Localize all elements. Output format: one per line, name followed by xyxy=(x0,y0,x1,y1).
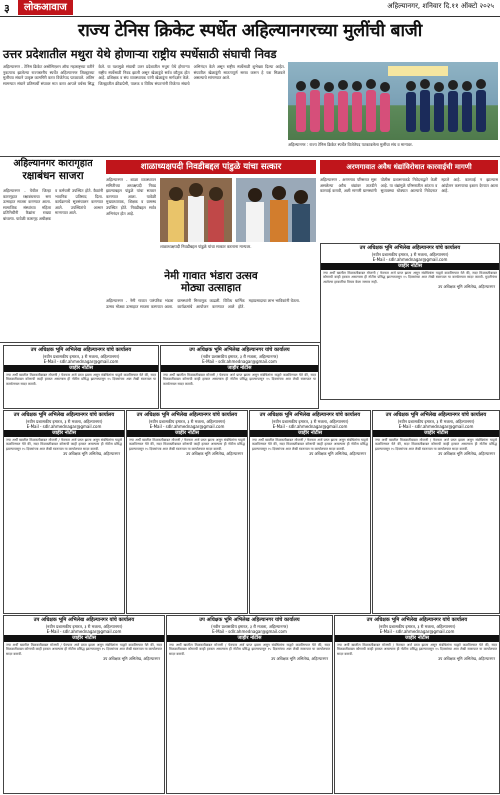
public-notice: उप अधिक्षक भूमि अभिलेख अहिल्यानगर यांचे कार्यालय (नवीन प्रशासकीय इमारत, ३ री मजला, अहिल्यानगर) E-Mail - sdlr.ahmednagar@gmail.com जाहीर नोटीस ज्या अर्थी खालील मिळकतीबाबत मोजणी / फेरफार अर्ज प्राप्त झाला असून संबंधितांना याद्वारे कळविण्यात येते की, सदर मिळकतीबाबत कोणाची काही हरकत असल्यास ही नोटीस प्रसिद्ध झाल्यापासून १५ दिवसांच्या आत लेखी स्वरूपात या कार्यालयात सादर करावी. उप अधिक्षक भूमि अभिलेख, अहिल्यानगर xyxy=(372,410,500,614)
public-notice: उप अधिक्षक भूमि अभिलेख अहिल्यानगर यांचे कार्यालय (नवीन प्रशासकीय इमारत, ३ री मजला, अहिल्यानगर) E-Mail - sdlr.ahmednagar@gmail.com जाहीर नोटीस ज्या अर्थी खालील मिळकतीबाबत मोजणी / फेरफार अर्ज प्राप्त झाला असून संबंधितांना याद्वारे कळविण्यात येते की, सदर मिळकतीबाबत कोणाची काही हरकत असल्यास ही नोटीस प्रसिद्ध झाल्यापासून १५ दिवसांच्या आत लेखी स्वरूपात या कार्यालयात सादर करावी. उप अधिक्षक भूमि अभिलेख, अहिल्यानगर xyxy=(3,615,165,794)
divider xyxy=(0,156,500,157)
shala-photo xyxy=(160,178,232,242)
page-number: ३ xyxy=(4,2,10,15)
dateline: अहिल्यानगर, शनिवार दि.११ ऑक्टो २०२५ xyxy=(387,2,494,10)
shala-photo-2 xyxy=(236,178,316,242)
arogya-body: अहिल्यानगर - अरणगाव परिसरात सुरू असलेल्या अवैध धंद्यांवर तातडीने कारवाई करावी, अशी मागणी ग्रामस्थांनी पोलीस प्रशासनाकडे निवेदनाद्वारे केली आहे. या धंद्यांमुळे परिसरातील शांतता व सुव्यवस्था धोक्यात आल्याचे निवेदनात म्हटले आहे. कारवाई न झाल्यास आंदोलन करण्याचा इशारा देण्यात आला आहे. xyxy=(320,177,498,194)
shala-body: अहिल्यानगर - शाळा व्यवस्थापन समितीच्या अध्यक्षपदी निवड झाल्याबद्दल पांडुळे यांचा सत्कार करण्यात आला. यावेळी मुख्याध्यापक, शिक्षक व ग्रामस्थ उपस्थित होते. निवडीबद्दल सर्वत्र अभिनंदन होत आहे. xyxy=(106,177,156,216)
public-notice: उप अधिक्षक भूमि अभिलेख अहिल्यानगर यांचे कार्यालय (नवीन प्रशासकीय इमारत, ३ री मजला, अहिल्यानगर) E-Mail - sdlr.ahmednagar@gmail.com जाहीर नोटीस ज्या अर्थी खालील मिळकतीबाबत मोजणी / फेरफार अर्ज प्राप्त झाला असून संबंधितांना याद्वारे कळविण्यात येते की, सदर मिळकतीबाबत कोणाची काही हरकत असल्यास ही नोटीस प्रसिद्ध झाल्यापासून १५ दिवसांच्या आत लेखी स्वरूपात या कार्यालयात सादर करावी. xyxy=(160,345,319,409)
lead-subhead: उत्तर प्रदेशातील मथुरा येथे होणाऱ्या राष्ट्रीय स्पर्धेसाठी संघाची निवड xyxy=(3,47,277,61)
karagruh-body: अहिल्यानगर - येथील जिल्हा कारागृहात रक्षाबंधनाचा सण उत्साहात साजरा करण्यात आला. सामाजिक संस्थांच्या महिला प्रतिनिधींनी कैद्यांना राख्या बांधल्या. यावेळी कारागृह अधीक्षक व कर्मचारी उपस्थित होते. कैद्यांनी भावनिक प्रतिसाद दिला. कार्यक्रमाचे सूत्रसंचालन करण्यात आले. उपस्थितांचे आभार मानण्यात आले. xyxy=(3,188,103,221)
public-notice: उप अधिक्षक भूमि अभिलेख अहिल्यानगर यांचे कार्यालय (नवीन प्रशासकीय इमारत, ३ री मजला, अहिल्यानगर) E-Mail - sdlr.ahmednagar@gmail.com जाहीर नोटीस ज्या अर्थी खालील मिळकतीबाबत मोजणी / फेरफार अर्ज प्राप्त झाला असून संबंधितांना याद्वारे कळविण्यात येते की, सदर मिळकतीबाबत कोणाची काही हरकत असल्यास ही नोटीस प्रसिद्ध झाल्यापासून १५ दिवसांच्या आत लेखी स्वरूपात या कार्यालयात सादर करावी. उप अधिक्षक भूमि अभिलेख, अहिल्यानगर xyxy=(166,615,333,794)
shala-caption: शाळाध्यक्षपदी निवडीबद्दल पांडुळे यांचा सत्कार करताना मान्यवर. xyxy=(160,244,252,249)
arogya-title: अरणगावात अवैध धंद्यांविरोधात कारवाईची मागणी xyxy=(320,160,498,174)
nemi-body: अहिल्यानगर - नेमी गावात पारंपरिक भंडारा उत्सव मोठ्या उत्साहात साजरा करण्यात आला. ग्रामस्थांनी मिरवणूक काढली. विविध धार्मिक कार्यक्रमांचे आयोजन करण्यात आले होते. महाप्रसादाचा लाभ भाविकांनी घेतला. xyxy=(106,298,301,309)
public-notice: उप अधिक्षक भूमि अभिलेख अहिल्यानगर यांचे कार्यालय (नवीन प्रशासकीय इमारत, ३ री मजला, अहिल्यानगर) E-Mail - sdlr.ahmednagar@gmail.com जाहीर नोटीस ज्या अर्थी खालील मिळकतीबाबत मोजणी / फेरफार अर्ज प्राप्त झाला असून संबंधितांना याद्वारे कळविण्यात येते की, सदर मिळकतीबाबत कोणाची काही हरकत असल्यास ही नोटीस प्रसिद्ध झाल्यापासून १५ दिवसांच्या आत लेखी स्वरूपात या कार्यालयात सादर करावी. उप अधिक्षक भूमि अभिलेख, अहिल्यानगर xyxy=(334,615,500,794)
public-notice: उप अधिक्षक भूमि अभिलेख अहिल्यानगर यांचे कार्यालय (नवीन प्रशासकीय इमारत, ३ री मजला, अहिल्यानगर) E-Mail - sdlr.ahmednagar@gmail.com जाहीर नोटीस ज्या अर्थी खालील मिळकतीबाबत मोजणी / फेरफार अर्ज प्राप्त झाला असून संबंधितांना याद्वारे कळविण्यात येते की, सदर मिळकतीबाबत कोणाची काही हरकत असल्यास ही नोटीस प्रसिद्ध झाल्यापासून १५ दिवसांच्या आत लेखी स्वरूपात या कार्यालयात सादर करावी. उप अधिक्षक भूमि अभिलेख, अहिल्यानगर xyxy=(249,410,371,614)
nemi-title: नेमी गावात भंडारा उत्सव मोठ्या उत्साहात xyxy=(164,270,258,295)
team-photo-caption: अहिल्यानगर : राज्य टेनिस क्रिकेट स्पर्धेत विजेतेपद पटकावलेला मुलींचा संघ व मान्यवर. xyxy=(288,142,413,147)
public-notice: उप अधिक्षक भूमि अभिलेख अहिल्यानगर यांचे कार्यालय (नवीन प्रशासकीय इमारत, ३ री मजला, अहिल्यानगर) E-Mail - sdlr.ahmednagar@gmail.com जाहीर नोटीस ज्या अर्थी खालील मिळकतीबाबत मोजणी / फेरफार अर्ज प्राप्त झाला असून संबंधितांना याद्वारे कळविण्यात येते की, सदर मिळकतीबाबत कोणाची काही हरकत असल्यास ही नोटीस प्रसिद्ध झाल्यापासून १५ दिवसांच्या आत लेखी स्वरूपात या कार्यालयात सादर करावी. xyxy=(3,345,159,409)
karagruh-title: अहिल्यानगर कारागृहात रक्षाबंधन साजरा xyxy=(13,158,93,182)
shala-title: शाळाध्यक्षपदी निवडीबद्दल पांडुळे यांचा सत्कार xyxy=(106,160,316,174)
public-notice: उप अधिक्षक भूमि अभिलेख अहिल्यानगर यांचे कार्यालय (नवीन प्रशासकीय इमारत, ३ री मजला, अहिल्यानगर) E-Mail - sdlr.ahmednagar@gmail.com जाहीर नोटीस ज्या अर्थी खालील मिळकतीबाबत मोजणी / फेरफार अर्ज प्राप्त झाला असून संबंधितांना याद्वारे कळविण्यात येते की, सदर मिळकतीबाबत कोणाची काही हरकत असल्यास ही नोटीस प्रसिद्ध झाल्यापासून १५ दिवसांच्या आत लेखी स्वरूपात या कार्यालयात सादर करावी. उप अधिक्षक भूमि अभिलेख, अहिल्यानगर xyxy=(126,410,248,614)
public-notice: उप अधिक्षक भूमि अभिलेख अहिल्यानगर यांचे कार्यालय (नवीन प्रशासकीय इमारत, ३ री मजला, अहिल्यानगर) E-Mail - sdlr.ahmednagar@gmail.com जाहीर नोटीस ज्या अर्थी खालील मिळकतीबाबत मोजणी / फेरफार अर्ज प्राप्त झाला असून संबंधितांना याद्वारे कळविण्यात येते की, सदर मिळकतीबाबत कोणाची काही हरकत असल्यास ही नोटीस प्रसिद्ध झाल्यापासून १५ दिवसांच्या आत लेखी स्वरूपात या कार्यालयात सादर करावी. उप अधिक्षक भूमि अभिलेख, अहिल्यानगर xyxy=(3,410,125,614)
public-notice: उप अधिक्षक भूमि अभिलेख अहिल्यानगर यांचे कार्यालय (नवीन प्रशासकीय इमारत, ३ री मजला, अहिल्यानगर) E-Mail - sdlr.ahmednagar@gmail.com जाहीर नोटीस ज्या अर्थी खालील मिळकतीबाबत मोजणी / फेरफार अर्ज प्राप्त झाला असून संबंधितांना याद्वारे कळविण्यात येते की, सदर मिळकतीबाबत कोणाची काही हरकत असल्यास ही नोटीस प्रसिद्ध झाल्यापासून १५ दिवसांच्या आत लेखी स्वरूपात या कार्यालयात सादर करावी. मुदतीनंतर आलेल्या हरकतींचा विचार केला जाणार नाही. उप अधिक्षक भूमि अभिलेख, अहिल्यानगर xyxy=(320,243,500,400)
shala-photo-figures xyxy=(160,178,232,242)
lead-body: अहिल्यानगर - टेनिस क्रिकेट असोसिएशन ऑफ महाराष्ट्रच्या वतीने नुकत्याच झालेल्या राज्यस्तरीय स्पर्धेत अहिल्यानगर जिल्ह्याच्या मुलींच्या संघाने उत्कृष्ट कामगिरी करत विजेतेपद पटकावले. अंतिम सामन्यात संघाने प्रतिस्पर्धी संघावर मात करत आपले वर्चस्व सिद्ध केले. या यशामुळे संघाची उत्तर प्रदेशातील मथुरा येथे होणाऱ्या राष्ट्रीय स्पर्धेसाठी निवड झाली असून खेळाडूंचे सर्वत्र कौतुक होत आहे. प्रशिक्षक व संघ व्यवस्थापक यांनी खेळाडूंना मार्गदर्शन केले. जिल्ह्यातील क्रीडाप्रेमी, पालक व विविध संघटनांनी विजेत्या संघाचे अभिनंदन केले असून राष्ट्रीय स्पर्धेसाठी शुभेच्छा दिल्या आहेत. संघातील खेळाडूंनी सातत्यपूर्ण सराव करून हे यश मिळवले असल्याचे सांगण्यात आले. xyxy=(3,64,285,86)
lead-headline: राज्य टेनिस क्रिकेट स्पर्धेत अहिल्यानगरच्या मुलींची बाजी xyxy=(78,21,422,41)
team-photo-figures xyxy=(288,62,498,140)
newspaper-logo: लोकआवाज xyxy=(18,0,73,15)
shala-photo-2-figures xyxy=(236,178,316,242)
team-photo xyxy=(288,62,498,140)
masthead xyxy=(0,0,500,17)
